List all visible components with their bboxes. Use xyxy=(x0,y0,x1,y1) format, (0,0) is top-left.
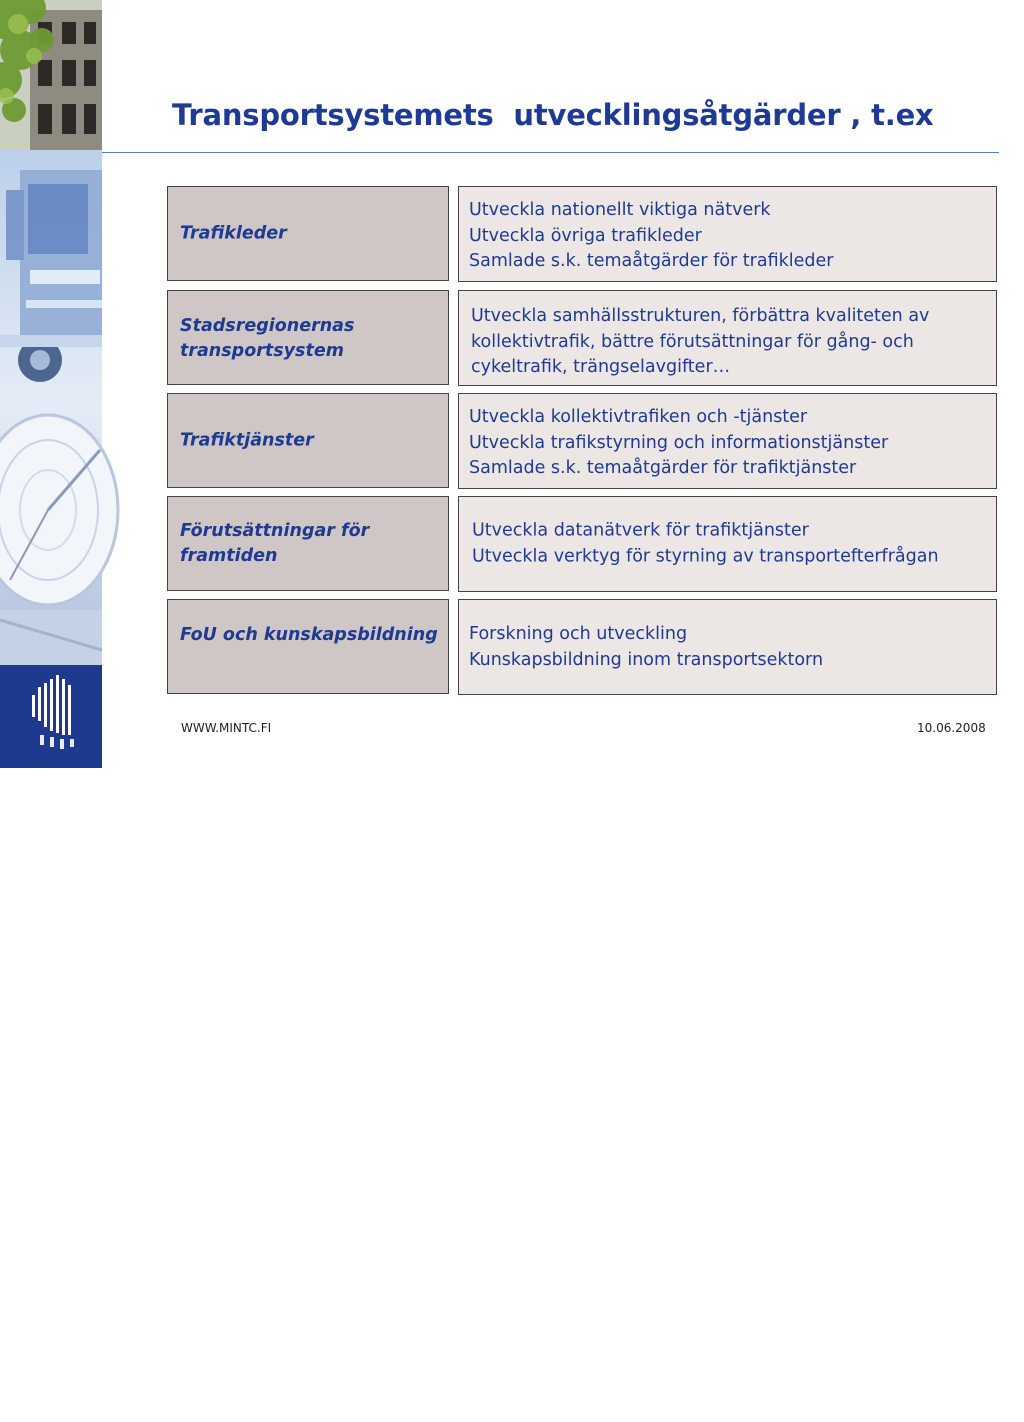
measures-box-forutsattningar xyxy=(458,496,997,592)
category-label: Stadsregionernas transportsystem xyxy=(180,316,355,361)
measure-line: Utveckla övriga trafikleder xyxy=(469,225,702,246)
footer-url: WWW.MINTC.FI xyxy=(181,721,272,735)
logo-box xyxy=(0,665,102,1422)
measure-line: Samlade s.k. temaåtgärder för trafikleder xyxy=(469,251,834,271)
measure-line: Forskning och utveckling xyxy=(469,624,688,644)
category-box-trafiktjanster xyxy=(167,393,449,488)
measures-box-fou xyxy=(458,599,997,695)
photo-truck-satellite xyxy=(0,150,102,665)
measure-line: Utveckla kollektivtrafiken och -tjänster xyxy=(469,407,808,427)
footer-date: 10.06.2008 xyxy=(917,721,986,735)
category-label: FoU och kunskapsbildning xyxy=(180,625,438,645)
measure-line: Utveckla verktyg för styrning av transportefterfrågan xyxy=(472,546,939,566)
category-box-trafikleder xyxy=(167,186,449,281)
measure-line: Utveckla samhällsstrukturen, förbättra kvaliteten av kollektivtrafik, bättre förutsättningar för gång- och cykeltrafik, trängselavgifter… xyxy=(471,306,930,377)
truck-satellite-image xyxy=(0,150,102,665)
category-box-forutsattningar xyxy=(167,496,449,591)
measures-box-stadsregioner xyxy=(458,290,997,386)
measure-line: Samlade s.k. temaåtgärder för trafiktjänster xyxy=(469,458,857,478)
measure-line: Utveckla trafikstyrning och informationstjänster xyxy=(469,432,889,453)
ministry-logo-icon xyxy=(0,665,102,768)
measure-line: Utveckla datanätverk för trafiktjänster xyxy=(472,520,809,541)
slide-title: Transportsystemets utvecklingsåtgärder , t.ex xyxy=(172,98,934,132)
title-divider xyxy=(102,152,999,153)
category-label: Trafiktjänster xyxy=(180,430,314,450)
category-box-stadsregioner xyxy=(167,290,449,385)
category-label: Förutsättningar för framtiden xyxy=(180,521,370,566)
measures-box-trafikleder xyxy=(458,186,997,282)
measures-box-trafiktjanster xyxy=(458,393,997,489)
measure-line: Utveckla nationellt viktiga nätverk xyxy=(469,200,771,220)
category-label: Trafikleder xyxy=(180,223,287,243)
photo-building-tree xyxy=(0,0,102,150)
measure-line: Kunskapsbildning inom transportsektorn xyxy=(469,649,824,670)
building-tree-image xyxy=(0,0,102,150)
left-decor-strip xyxy=(0,0,102,1422)
category-box-fou xyxy=(167,599,449,694)
slide-number: 5 xyxy=(10,1407,19,1422)
